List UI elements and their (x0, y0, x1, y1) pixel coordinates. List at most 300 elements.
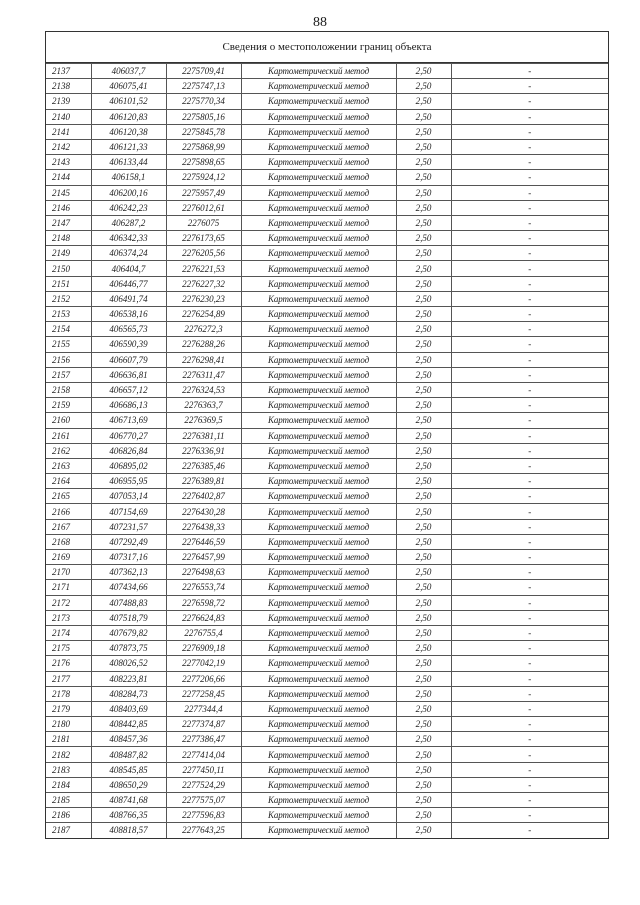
y-coordinate-cell: 2276389,81 (166, 474, 241, 489)
description-cell: - (451, 671, 608, 686)
accuracy-cell: 2,50 (396, 762, 451, 777)
table-row (46, 185, 608, 200)
table-row (46, 565, 608, 580)
accuracy-cell: 2,50 (396, 155, 451, 170)
table-row (46, 352, 608, 367)
description-cell: - (451, 625, 608, 640)
y-coordinate-cell: 2276311,47 (166, 367, 241, 382)
method-cell: Картометрический метод (241, 185, 396, 200)
y-coordinate-cell: 2277258,45 (166, 686, 241, 701)
y-coordinate-cell: 2276288,26 (166, 337, 241, 352)
x-coordinate-cell: 408403,69 (91, 701, 166, 716)
accuracy-cell: 2,50 (396, 565, 451, 580)
method-cell: Картометрический метод (241, 747, 396, 762)
accuracy-cell: 2,50 (396, 595, 451, 610)
description-cell: - (451, 109, 608, 124)
point-number-cell: 2170 (46, 565, 91, 580)
accuracy-cell: 2,50 (396, 534, 451, 549)
table-row (46, 398, 608, 413)
point-number-cell: 2180 (46, 717, 91, 732)
method-cell: Картометрический метод (241, 793, 396, 808)
table-row (46, 595, 608, 610)
accuracy-cell: 2,50 (396, 686, 451, 701)
method-cell: Картометрический метод (241, 777, 396, 792)
method-cell: Картометрический метод (241, 504, 396, 519)
y-coordinate-cell: 2275868,99 (166, 139, 241, 154)
table-row (46, 94, 608, 109)
point-number-cell: 2185 (46, 793, 91, 808)
point-number-cell: 2167 (46, 519, 91, 534)
method-cell: Картометрический метод (241, 261, 396, 276)
point-number-cell: 2176 (46, 656, 91, 671)
method-cell: Картометрический метод (241, 276, 396, 291)
table-row (46, 79, 608, 94)
accuracy-cell: 2,50 (396, 185, 451, 200)
x-coordinate-cell: 406955,95 (91, 474, 166, 489)
x-coordinate-cell: 406770,27 (91, 428, 166, 443)
description-cell: - (451, 458, 608, 473)
description-cell: - (451, 656, 608, 671)
method-cell: Картометрический метод (241, 352, 396, 367)
table-title: Сведения о местоположении границ объекта (46, 32, 608, 63)
point-number-cell: 2143 (46, 155, 91, 170)
x-coordinate-cell: 406374,24 (91, 246, 166, 261)
table-row (46, 474, 608, 489)
accuracy-cell: 2,50 (396, 458, 451, 473)
description-cell: - (451, 215, 608, 230)
table-row (46, 762, 608, 777)
x-coordinate-cell: 406713,69 (91, 413, 166, 428)
description-cell: - (451, 489, 608, 504)
description-cell: - (451, 595, 608, 610)
x-coordinate-cell: 406826,84 (91, 443, 166, 458)
y-coordinate-cell: 2276385,46 (166, 458, 241, 473)
y-coordinate-cell: 2277450,11 (166, 762, 241, 777)
description-cell: - (451, 717, 608, 732)
method-cell: Картометрический метод (241, 625, 396, 640)
method-cell: Картометрический метод (241, 109, 396, 124)
y-coordinate-cell: 2276624,83 (166, 610, 241, 625)
accuracy-cell: 2,50 (396, 367, 451, 382)
y-coordinate-cell: 2275709,41 (166, 64, 241, 79)
page-number: 88 (313, 15, 327, 30)
table-row (46, 747, 608, 762)
x-coordinate-cell: 407873,75 (91, 641, 166, 656)
accuracy-cell: 2,50 (396, 823, 451, 838)
y-coordinate-cell: 2275898,65 (166, 155, 241, 170)
y-coordinate-cell: 2276221,53 (166, 261, 241, 276)
y-coordinate-cell: 2276363,7 (166, 398, 241, 413)
table-row (46, 139, 608, 154)
method-cell: Картометрический метод (241, 139, 396, 154)
method-cell: Картометрический метод (241, 458, 396, 473)
description-cell: - (451, 322, 608, 337)
description-cell: - (451, 762, 608, 777)
boundary-table-container (45, 31, 609, 839)
accuracy-cell: 2,50 (396, 200, 451, 215)
method-cell: Картометрический метод (241, 398, 396, 413)
description-cell: - (451, 747, 608, 762)
x-coordinate-cell: 406565,73 (91, 322, 166, 337)
table-row (46, 701, 608, 716)
method-cell: Картометрический метод (241, 322, 396, 337)
accuracy-cell: 2,50 (396, 139, 451, 154)
y-coordinate-cell: 2276381,11 (166, 428, 241, 443)
y-coordinate-cell: 2276438,33 (166, 519, 241, 534)
y-coordinate-cell: 2276227,32 (166, 276, 241, 291)
point-number-cell: 2151 (46, 276, 91, 291)
table-row (46, 610, 608, 625)
table-row (46, 276, 608, 291)
accuracy-cell: 2,50 (396, 261, 451, 276)
accuracy-cell: 2,50 (396, 64, 451, 79)
method-cell: Картометрический метод (241, 686, 396, 701)
accuracy-cell: 2,50 (396, 170, 451, 185)
x-coordinate-cell: 406636,81 (91, 367, 166, 382)
description-cell: - (451, 276, 608, 291)
method-cell: Картометрический метод (241, 732, 396, 747)
accuracy-cell: 2,50 (396, 610, 451, 625)
point-number-cell: 2161 (46, 428, 91, 443)
method-cell: Картометрический метод (241, 231, 396, 246)
x-coordinate-cell: 406404,7 (91, 261, 166, 276)
accuracy-cell: 2,50 (396, 747, 451, 762)
point-number-cell: 2141 (46, 124, 91, 139)
x-coordinate-cell: 406242,23 (91, 200, 166, 215)
method-cell: Картометрический метод (241, 595, 396, 610)
method-cell: Картометрический метод (241, 656, 396, 671)
y-coordinate-cell: 2276254,89 (166, 307, 241, 322)
x-coordinate-cell: 407231,57 (91, 519, 166, 534)
accuracy-cell: 2,50 (396, 732, 451, 747)
x-coordinate-cell: 406607,79 (91, 352, 166, 367)
point-number-cell: 2168 (46, 534, 91, 549)
accuracy-cell: 2,50 (396, 276, 451, 291)
method-cell: Картометрический метод (241, 808, 396, 823)
y-coordinate-cell: 2277374,87 (166, 717, 241, 732)
x-coordinate-cell: 408442,85 (91, 717, 166, 732)
x-coordinate-cell: 408650,29 (91, 777, 166, 792)
point-number-cell: 2174 (46, 625, 91, 640)
y-coordinate-cell: 2275770,34 (166, 94, 241, 109)
method-cell: Картометрический метод (241, 307, 396, 322)
description-cell: - (451, 200, 608, 215)
y-coordinate-cell: 2275957,49 (166, 185, 241, 200)
point-number-cell: 2173 (46, 610, 91, 625)
accuracy-cell: 2,50 (396, 124, 451, 139)
y-coordinate-cell: 2277575,07 (166, 793, 241, 808)
table-row (46, 382, 608, 397)
accuracy-cell: 2,50 (396, 625, 451, 640)
x-coordinate-cell: 406075,41 (91, 79, 166, 94)
description-cell: - (451, 261, 608, 276)
x-coordinate-cell: 407317,16 (91, 550, 166, 565)
y-coordinate-cell: 2276012,61 (166, 200, 241, 215)
y-coordinate-cell: 2276755,4 (166, 625, 241, 640)
table-row (46, 580, 608, 595)
point-number-cell: 2150 (46, 261, 91, 276)
table-row (46, 64, 608, 79)
method-cell: Картометрический метод (241, 64, 396, 79)
method-cell: Картометрический метод (241, 671, 396, 686)
accuracy-cell: 2,50 (396, 641, 451, 656)
point-number-cell: 2147 (46, 215, 91, 230)
description-cell: - (451, 610, 608, 625)
method-cell: Картометрический метод (241, 155, 396, 170)
point-number-cell: 2155 (46, 337, 91, 352)
description-cell: - (451, 519, 608, 534)
accuracy-cell: 2,50 (396, 504, 451, 519)
description-cell: - (451, 504, 608, 519)
method-cell: Картометрический метод (241, 246, 396, 261)
x-coordinate-cell: 406342,33 (91, 231, 166, 246)
method-cell: Картометрический метод (241, 337, 396, 352)
point-number-cell: 2183 (46, 762, 91, 777)
description-cell: - (451, 382, 608, 397)
point-number-cell: 2152 (46, 291, 91, 306)
table-row (46, 534, 608, 549)
x-coordinate-cell: 406686,13 (91, 398, 166, 413)
x-coordinate-cell: 406200,16 (91, 185, 166, 200)
x-coordinate-cell: 408457,36 (91, 732, 166, 747)
point-number-cell: 2137 (46, 64, 91, 79)
x-coordinate-cell: 406491,74 (91, 291, 166, 306)
method-cell: Картометрический метод (241, 291, 396, 306)
method-cell: Картометрический метод (241, 124, 396, 139)
accuracy-cell: 2,50 (396, 717, 451, 732)
y-coordinate-cell: 2276909,18 (166, 641, 241, 656)
description-cell: - (451, 139, 608, 154)
y-coordinate-cell: 2276336,91 (166, 443, 241, 458)
table-row (46, 732, 608, 747)
y-coordinate-cell: 2275805,16 (166, 109, 241, 124)
method-cell: Картометрический метод (241, 534, 396, 549)
table-row (46, 671, 608, 686)
method-cell: Картометрический метод (241, 565, 396, 580)
accuracy-cell: 2,50 (396, 94, 451, 109)
point-number-cell: 2140 (46, 109, 91, 124)
table-row (46, 109, 608, 124)
point-number-cell: 2169 (46, 550, 91, 565)
method-cell: Картометрический метод (241, 519, 396, 534)
accuracy-cell: 2,50 (396, 550, 451, 565)
accuracy-cell: 2,50 (396, 489, 451, 504)
point-number-cell: 2138 (46, 79, 91, 94)
method-cell: Картометрический метод (241, 641, 396, 656)
method-cell: Картометрический метод (241, 428, 396, 443)
description-cell: - (451, 580, 608, 595)
y-coordinate-cell: 2277344,4 (166, 701, 241, 716)
point-number-cell: 2160 (46, 413, 91, 428)
point-number-cell: 2142 (46, 139, 91, 154)
y-coordinate-cell: 2277042,19 (166, 656, 241, 671)
point-number-cell: 2177 (46, 671, 91, 686)
table-row (46, 322, 608, 337)
table-row (46, 124, 608, 139)
method-cell: Картометрический метод (241, 170, 396, 185)
method-cell: Картометрический метод (241, 474, 396, 489)
method-cell: Картометрический метод (241, 550, 396, 565)
point-number-cell: 2159 (46, 398, 91, 413)
accuracy-cell: 2,50 (396, 337, 451, 352)
point-number-cell: 2157 (46, 367, 91, 382)
x-coordinate-cell: 408818,57 (91, 823, 166, 838)
table-row (46, 641, 608, 656)
point-number-cell: 2156 (46, 352, 91, 367)
accuracy-cell: 2,50 (396, 519, 451, 534)
accuracy-cell: 2,50 (396, 382, 451, 397)
y-coordinate-cell: 2277386,47 (166, 732, 241, 747)
table-row (46, 261, 608, 276)
point-number-cell: 2158 (46, 382, 91, 397)
point-number-cell: 2164 (46, 474, 91, 489)
description-cell: - (451, 823, 608, 838)
description-cell: - (451, 808, 608, 823)
method-cell: Картометрический метод (241, 701, 396, 716)
point-number-cell: 2184 (46, 777, 91, 792)
table-row (46, 793, 608, 808)
table-body (46, 64, 608, 838)
method-cell: Картометрический метод (241, 762, 396, 777)
accuracy-cell: 2,50 (396, 656, 451, 671)
x-coordinate-cell: 406158,1 (91, 170, 166, 185)
table-row (46, 625, 608, 640)
description-cell: - (451, 686, 608, 701)
accuracy-cell: 2,50 (396, 443, 451, 458)
description-cell: - (451, 550, 608, 565)
point-number-cell: 2187 (46, 823, 91, 838)
point-number-cell: 2181 (46, 732, 91, 747)
x-coordinate-cell: 408545,85 (91, 762, 166, 777)
x-coordinate-cell: 406287,2 (91, 215, 166, 230)
y-coordinate-cell: 2276298,41 (166, 352, 241, 367)
point-number-cell: 2178 (46, 686, 91, 701)
y-coordinate-cell: 2275845,78 (166, 124, 241, 139)
point-number-cell: 2166 (46, 504, 91, 519)
point-number-cell: 2148 (46, 231, 91, 246)
point-number-cell: 2175 (46, 641, 91, 656)
y-coordinate-cell: 2277643,25 (166, 823, 241, 838)
x-coordinate-cell: 408487,82 (91, 747, 166, 762)
x-coordinate-cell: 407292,49 (91, 534, 166, 549)
description-cell: - (451, 367, 608, 382)
description-cell: - (451, 94, 608, 109)
table-row (46, 246, 608, 261)
description-cell: - (451, 413, 608, 428)
point-number-cell: 2145 (46, 185, 91, 200)
description-cell: - (451, 428, 608, 443)
point-number-cell: 2179 (46, 701, 91, 716)
method-cell: Картометрический метод (241, 367, 396, 382)
accuracy-cell: 2,50 (396, 701, 451, 716)
description-cell: - (451, 185, 608, 200)
method-cell: Картометрический метод (241, 94, 396, 109)
description-cell: - (451, 565, 608, 580)
table-row (46, 443, 608, 458)
point-number-cell: 2186 (46, 808, 91, 823)
method-cell: Картометрический метод (241, 215, 396, 230)
y-coordinate-cell: 2276553,74 (166, 580, 241, 595)
description-cell: - (451, 443, 608, 458)
method-cell: Картометрический метод (241, 79, 396, 94)
description-cell: - (451, 701, 608, 716)
table-row (46, 307, 608, 322)
x-coordinate-cell: 406120,38 (91, 124, 166, 139)
x-coordinate-cell: 407679,82 (91, 625, 166, 640)
method-cell: Картометрический метод (241, 489, 396, 504)
description-cell: - (451, 352, 608, 367)
y-coordinate-cell: 2276075 (166, 215, 241, 230)
method-cell: Картометрический метод (241, 413, 396, 428)
x-coordinate-cell: 408741,68 (91, 793, 166, 808)
y-coordinate-cell: 2276205,56 (166, 246, 241, 261)
x-coordinate-cell: 408026,52 (91, 656, 166, 671)
accuracy-cell: 2,50 (396, 352, 451, 367)
y-coordinate-cell: 2276230,23 (166, 291, 241, 306)
y-coordinate-cell: 2276272,3 (166, 322, 241, 337)
description-cell: - (451, 64, 608, 79)
table-row (46, 777, 608, 792)
description-cell: - (451, 777, 608, 792)
y-coordinate-cell: 2276598,72 (166, 595, 241, 610)
x-coordinate-cell: 407518,79 (91, 610, 166, 625)
accuracy-cell: 2,50 (396, 307, 451, 322)
x-coordinate-cell: 407434,66 (91, 580, 166, 595)
point-number-cell: 2172 (46, 595, 91, 610)
method-cell: Картометрический метод (241, 717, 396, 732)
x-coordinate-cell: 406101,52 (91, 94, 166, 109)
description-cell: - (451, 398, 608, 413)
table-row (46, 489, 608, 504)
table-row (46, 808, 608, 823)
y-coordinate-cell: 2276402,87 (166, 489, 241, 504)
x-coordinate-cell: 406037,7 (91, 64, 166, 79)
accuracy-cell: 2,50 (396, 109, 451, 124)
x-coordinate-cell: 406120,83 (91, 109, 166, 124)
accuracy-cell: 2,50 (396, 231, 451, 246)
point-number-cell: 2146 (46, 200, 91, 215)
accuracy-cell: 2,50 (396, 671, 451, 686)
table-row (46, 215, 608, 230)
y-coordinate-cell: 2276457,99 (166, 550, 241, 565)
x-coordinate-cell: 407488,83 (91, 595, 166, 610)
point-number-cell: 2165 (46, 489, 91, 504)
x-coordinate-cell: 406133,44 (91, 155, 166, 170)
description-cell: - (451, 124, 608, 139)
x-coordinate-cell: 408766,35 (91, 808, 166, 823)
table-row (46, 413, 608, 428)
accuracy-cell: 2,50 (396, 246, 451, 261)
table-row (46, 823, 608, 838)
point-number-cell: 2182 (46, 747, 91, 762)
x-coordinate-cell: 407362,13 (91, 565, 166, 580)
x-coordinate-cell: 406895,02 (91, 458, 166, 473)
description-cell: - (451, 474, 608, 489)
table-row (46, 504, 608, 519)
table-row (46, 291, 608, 306)
accuracy-cell: 2,50 (396, 777, 451, 792)
boundary-points-table (46, 63, 608, 838)
y-coordinate-cell: 2277524,29 (166, 777, 241, 792)
table-row (46, 519, 608, 534)
y-coordinate-cell: 2276446,59 (166, 534, 241, 549)
method-cell: Картометрический метод (241, 580, 396, 595)
point-number-cell: 2139 (46, 94, 91, 109)
description-cell: - (451, 155, 608, 170)
x-coordinate-cell: 406446,77 (91, 276, 166, 291)
y-coordinate-cell: 2275924,12 (166, 170, 241, 185)
point-number-cell: 2153 (46, 307, 91, 322)
